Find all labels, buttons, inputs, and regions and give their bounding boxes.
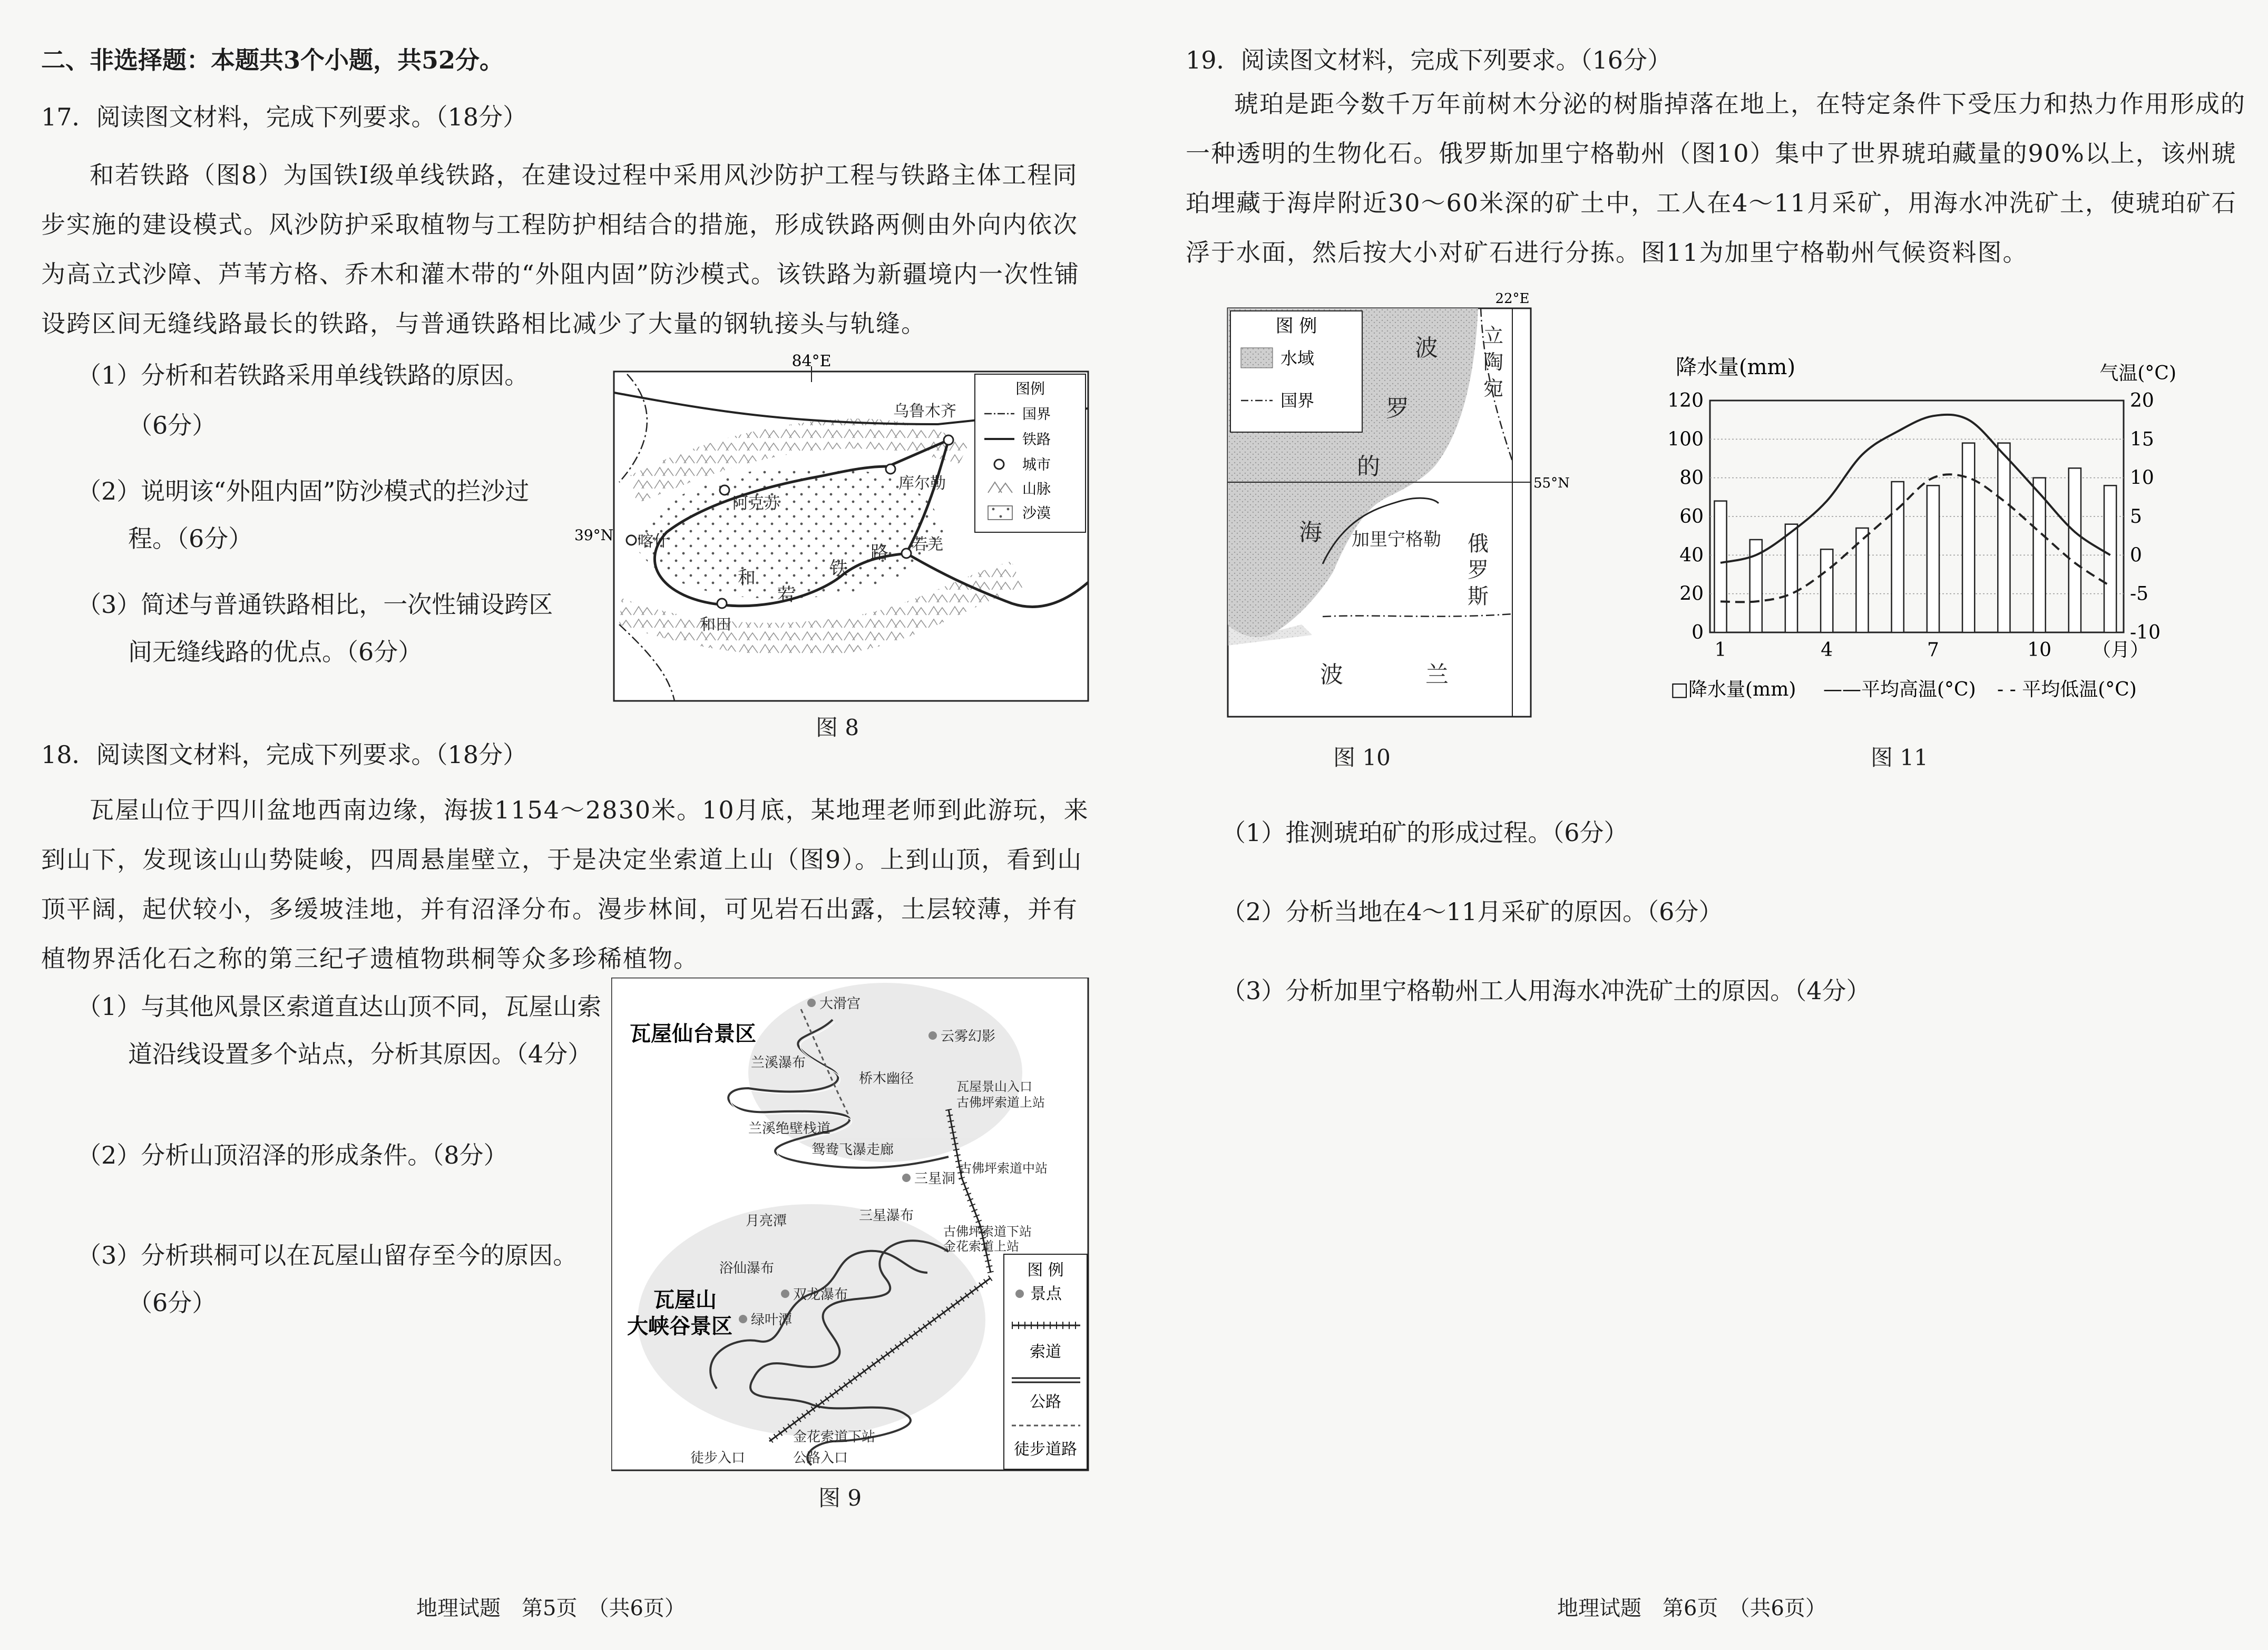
chart-xtick: 4 (1821, 639, 1833, 661)
spot-18: 金花索道下站 (793, 1429, 876, 1445)
chart-ylabel-left: 降水量(mm) (1676, 355, 1796, 379)
q18-sub3-score: （6分） (128, 1288, 217, 1317)
area-canyon-1: 瓦屋山 (653, 1287, 717, 1312)
chart-ytick-right: -10 (2130, 622, 2161, 643)
chart-ytick-right: 10 (2130, 467, 2154, 489)
legend-railway: 铁路 (1022, 432, 1051, 448)
fig10-lon: 22°E (1495, 291, 1530, 307)
legend-cableway: 索道 (1030, 1343, 1061, 1361)
chart-ylabel-right: 气温(°C) (2099, 363, 2176, 384)
spot-8: 鸳鸯飞瀑走廊 (812, 1142, 894, 1158)
fig9-legend (1004, 1254, 1087, 1469)
figure-8-map (569, 350, 1112, 735)
city-hotan: 和田 (700, 616, 731, 634)
q19-sub1: （1）推测琥珀矿的形成过程。（6分） (1221, 818, 1628, 847)
precip-bar-12 (2104, 485, 2116, 632)
q18-sub1b: 道沿线设置多个站点，分析其原因。（4分） (128, 1040, 592, 1068)
city-urumqi: 乌鲁木齐 (893, 402, 956, 421)
fig8-lat-label: 39°N (574, 526, 614, 544)
precip-bar-3 (1785, 524, 1797, 632)
q17-text: 和若铁路（图8）为国铁Ⅰ级单线铁路，在建设过程中采用风沙防护工程与铁路主体工程同步实施的建设模式。风沙防护采取植物与工程防护相结合的措施，形成铁路两侧由外向内依次为高立式沙障、芦苇方格、乔木和灌木带的“外阻内固”防沙模式。该铁路为新疆境内一次性铺设跨区间无缝线路最长的铁路，与普通铁路相比减少了大量的钢轨接头与轨缝。 (41, 161, 1080, 338)
ru-3: 斯 (1468, 584, 1489, 609)
q18-sub2: （2）分析山顶沼泽的形成条件。（8分） (77, 1141, 508, 1169)
chart-plot-area (1667, 390, 2161, 661)
q17-sub3-cont: 间无缝线路的优点。（6分） (128, 638, 423, 666)
spot-17: 绿叶潭 (751, 1312, 793, 1328)
spot-14: 金花索道上站 (943, 1239, 1019, 1254)
precip-bar-8 (1962, 443, 1974, 632)
pl-1: 波 (1320, 661, 1343, 688)
spot-3: 兰溪瀑布 (751, 1055, 806, 1071)
chart-ytick-right: 0 (2130, 544, 2142, 567)
chart-ytick-right: 5 (2130, 506, 2142, 528)
sea-char-2: 罗 (1386, 395, 1409, 422)
chart-ytick-right: 20 (2130, 390, 2154, 412)
q19-text: 琥珀是距今数千万年前树木分泌的树脂掉落在地上，在特定条件下受压力和热力作用形成的一种透明的生物化石。俄罗斯加里宁格勒州（图10）集中了世界琥珀藏量的90%以上，该州琥珀埋藏于海岸附近30～60米深的矿土中，工人在4～11月采矿，用海水冲洗矿土，使琥珀矿石浮于水面，然后按大小对矿石进行分拣。图11为加里宁格勒州气候资料图。 (1186, 90, 2246, 267)
spot-16: 双龙瀑布 (793, 1287, 848, 1303)
legend-spot: 景点 (1030, 1285, 1062, 1303)
rail-char-4: 路 (871, 542, 888, 563)
chart-ytick-left: 20 (1679, 583, 1704, 605)
legend-border10: 国界 (1280, 390, 1315, 411)
avg-high-line (1720, 415, 2110, 563)
q17-sub1: （1）分析和若铁路采用单线铁路的原因。 (77, 361, 529, 389)
sea-char-3: 的 (1357, 453, 1380, 480)
chart-legend-low: - - 平均低温(°C) (1997, 679, 2137, 700)
q17-sub2-cont: 程。（6分） (128, 524, 253, 553)
city-aksu: 阿克苏 (732, 494, 780, 513)
chart-ytick-left: 120 (1667, 390, 1704, 412)
chart-ytick-left: 0 (1692, 622, 1704, 643)
spot-10: 三星洞 (914, 1171, 956, 1187)
spot-5: 瓦屋景山入口 (956, 1079, 1032, 1094)
fig8-lon-label: 84°E (791, 352, 832, 370)
q18-sub1a: （1）与其他风景区索道直达山顶不同，瓦屋山索 (77, 992, 602, 1021)
figure-11-chart (1660, 348, 2187, 717)
spot-11: 月亮潭 (746, 1213, 787, 1229)
fig9-caption: 图 9 (818, 1485, 862, 1511)
legend-water: 水域 (1280, 348, 1315, 368)
spot-6: 古佛坪索道上站 (956, 1095, 1045, 1110)
chart-ytick-left: 100 (1667, 428, 1704, 451)
fig8-legend-title: 图例 (1015, 380, 1045, 397)
left-footer: 地理试题 第5页 （共6页） (416, 1596, 686, 1620)
spot-7: 兰溪绝壁栈道 (748, 1121, 831, 1137)
q19-title: 19．阅读图文材料，完成下列要求。（16分） (1186, 46, 1672, 74)
spot-19: 徒步入口 (690, 1450, 746, 1466)
rail-char-2: 若 (777, 584, 795, 606)
legend-road: 公路 (1030, 1393, 1061, 1411)
fig9-legend-title: 图 例 (1027, 1261, 1064, 1280)
lt-3: 宛 (1483, 377, 1504, 400)
ru-1: 俄 (1468, 532, 1489, 556)
q17-sub3: （3）简述与普通铁路相比，一次性铺设跨区 (77, 590, 553, 619)
chart-ytick-right: 15 (2130, 428, 2154, 451)
chart-legend (1670, 679, 2137, 700)
chart-xtick: 7 (1927, 639, 1939, 661)
chart-ytick-left: 60 (1679, 506, 1704, 528)
figure-10-map (1217, 287, 1597, 727)
lt-2: 陶 (1483, 350, 1504, 374)
area-canyon-2: 大峡谷景区 (627, 1314, 732, 1339)
fig8-legend (975, 374, 1086, 532)
sea-char-4: 海 (1299, 519, 1322, 546)
rail-char-3: 铁 (830, 558, 848, 579)
q17-sub2: （2）说明该“外阻内固”防沙模式的拦沙过 (77, 477, 530, 505)
chart-ytick-left: 40 (1679, 544, 1704, 567)
figure-9-map (611, 978, 1096, 1478)
city-ruoqiang: 若羌 (912, 535, 943, 554)
precip-bar-10 (2034, 478, 2046, 632)
q18-text: 瓦屋山位于四川盆地西南边缘，海拔1154～2830米。10月底，某地理老师到此游玩，来到山下，发现该山山势陡峻，四周悬崖壁立，于是决定坐索道上山（图9）。上到山顶，看到山顶平阔，起伏较小，多缓坡洼地，并有沼泽分布。漫步林间，可见岩石出露，土层较薄，并有植物界活化石之称的第三纪孑遗植物珙桐等众多珍稀植物。 (41, 796, 1089, 973)
area-xiantai: 瓦屋仙台景区 (630, 1021, 756, 1046)
spot-20: 公路入口 (793, 1450, 848, 1466)
chart-legend-precip: □降水量(mm) (1670, 679, 1796, 700)
fig11-caption: 图 11 (1871, 745, 1928, 770)
fig10-lat: 55°N (1533, 475, 1570, 491)
q17-title: 17．阅读图文材料，完成下列要求。（18分） (41, 103, 527, 131)
precip-bar-11 (2069, 468, 2081, 632)
chart-ytick-left: 80 (1679, 467, 1704, 489)
spot-1: 大滑宫 (819, 996, 861, 1012)
spot-13: 古佛坪索道下站 (943, 1224, 1032, 1239)
precip-bar-9 (1998, 443, 2010, 632)
legend-trail: 徒步道路 (1014, 1440, 1077, 1459)
legend-border: 国界 (1022, 406, 1051, 423)
fig10-caption: 图 10 (1333, 745, 1391, 770)
lt-1: 立 (1483, 324, 1504, 347)
avg-low-line (1720, 474, 2110, 602)
legend-desert: 沙漠 (1022, 505, 1051, 522)
spot-15: 浴仙瀑布 (719, 1261, 775, 1276)
spot-4: 桥木幽径 (859, 1071, 914, 1087)
chart-legend-high: ——平均高温(°C) (1823, 679, 1976, 700)
legend-mountain: 山脉 (1022, 481, 1051, 497)
legend-city: 城市 (1022, 457, 1051, 473)
q18-title: 18．阅读图文材料，完成下列要求。（18分） (41, 740, 527, 769)
precip-bar-1 (1714, 501, 1726, 632)
spot-12: 三星瀑布 (859, 1208, 914, 1224)
precip-bar-7 (1927, 485, 1939, 632)
spot-2: 云雾幻影 (941, 1029, 996, 1044)
fig8-caption: 图 8 (816, 715, 859, 740)
ru-2: 罗 (1468, 558, 1489, 582)
chart-xtick-unit: （月） (2092, 639, 2149, 661)
spot-9: 古佛坪索道中站 (959, 1161, 1048, 1176)
q17-sub1-score: （6分） (128, 411, 217, 440)
rail-char-1: 和 (738, 568, 756, 589)
chart-xtick: 1 (1714, 639, 1727, 661)
q19-sub2: （2）分析当地在4～11月采矿的原因。（6分） (1221, 897, 1723, 926)
q18-sub3: （3）分析珙桐可以在瓦屋山留存至今的原因。 (77, 1241, 578, 1270)
right-footer: 地理试题 第6页 （共6页） (1557, 1596, 1826, 1620)
pl-2: 兰 (1425, 661, 1449, 688)
precip-bar-4 (1821, 549, 1833, 632)
city-kashgar: 喀什 (638, 532, 669, 551)
kaliningrad: 加里宁格勒 (1352, 529, 1441, 550)
city-korla: 库尔勒 (898, 474, 946, 493)
fig10-legend-title: 图 例 (1275, 316, 1317, 337)
q19-sub3: （3）分析加里宁格勒州工人用海水冲洗矿土的原因。（4分） (1221, 977, 1871, 1005)
chart-xtick: 10 (2027, 639, 2052, 661)
chart-ytick-right: -5 (2130, 583, 2149, 605)
section-heading: 二、非选择题：本题共3个小题，共52分。 (41, 46, 504, 74)
fig10-legend (1230, 311, 1362, 432)
sea-char-1: 波 (1415, 335, 1438, 362)
